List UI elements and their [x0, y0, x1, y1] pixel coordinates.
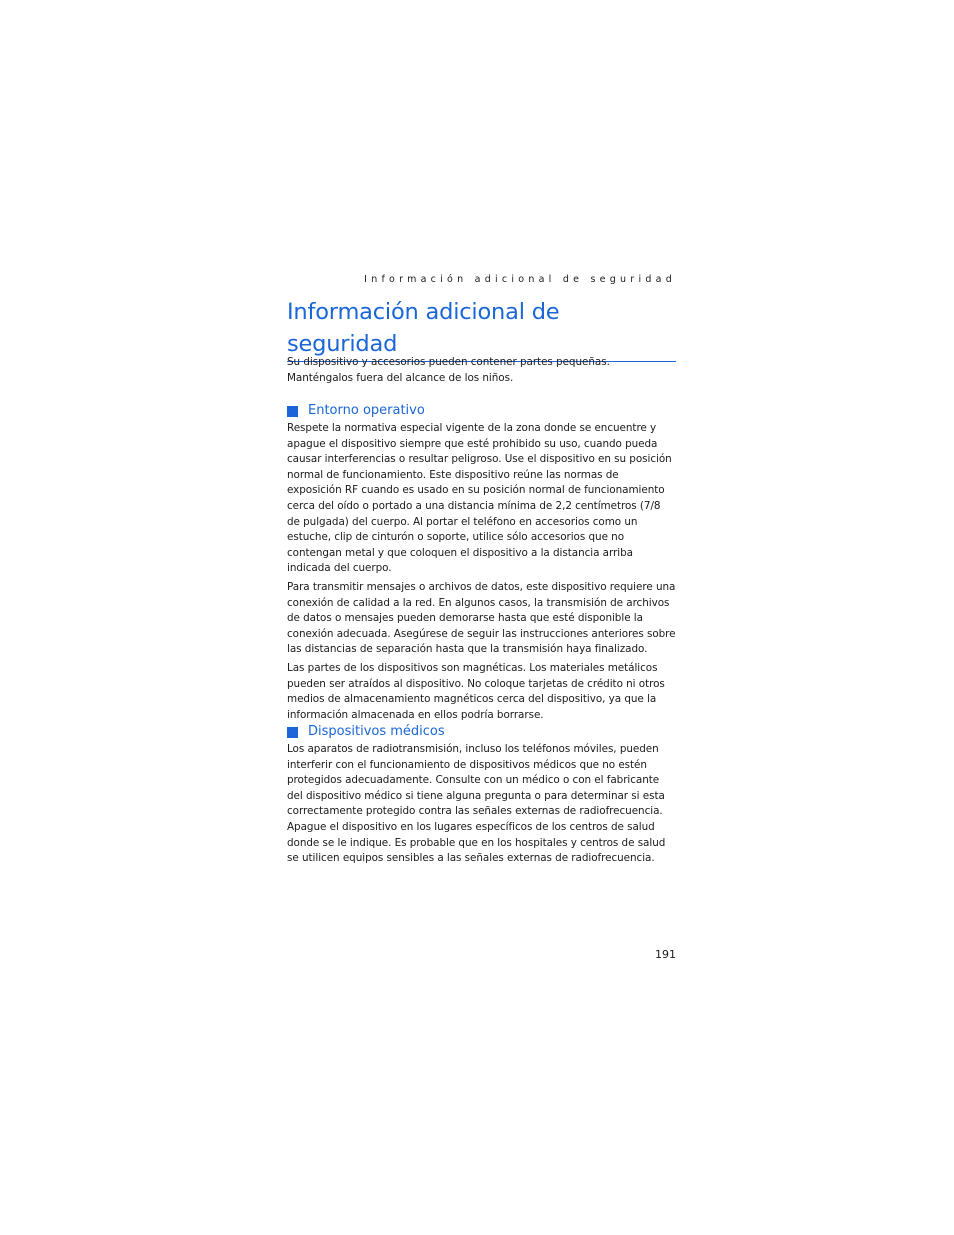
square-bullet-icon: [287, 406, 298, 417]
body-paragraph: Para transmitir mensajes o archivos de datos, este dispositivo requiere una conexión de calidad a la red. En algunos casos, la transmisión de archivos de datos o mensajes pueden demorarse hasta que esté disponible la conexión adecuada. Asegúrese de seguir las instrucciones anteriores sobre las distancias de separación hasta que la transmisión haya finalizado.: [287, 580, 676, 656]
intro-paragraph: Su dispositivo y accesorios pueden contener partes pequeñas. Manténgalos fuera del alcance de los niños.: [287, 356, 610, 384]
section-heading: [287, 723, 676, 741]
page-title: Información adicional de seguridad: [287, 296, 676, 362]
section-dispositivos-medicos: [287, 723, 676, 867]
section-title: Entorno operativo: [308, 403, 425, 418]
running-header: Información adicional de seguridad: [364, 274, 676, 285]
section-title: Dispositivos médicos: [308, 724, 445, 739]
body-paragraph: Los aparatos de radiotransmisión, incluso los teléfonos móviles, pueden interferir con el funcionamiento de dispositivos médicos que no estén protegidos adecuadamente. Consulte con un médico o con el fabricante del dispositivo médico si tiene alguna pregunta o para determinar si esta correctamente protegido contra las señales externas de radiofrecuencia. Apague el dispositivo en los lugares específicos de los centros de salud donde se le indique. Es probable que en los hospitales y centros de salud se utilicen equipos sensibles a las señales externas de radiofrecuencia.: [287, 743, 666, 865]
square-bullet-icon: [287, 727, 298, 738]
page-number: 191: [655, 948, 676, 961]
document-page: [287, 0, 676, 1235]
section-entorno-operativo: [287, 402, 676, 723]
section-heading: [287, 402, 676, 420]
body-paragraph: Las partes de los dispositivos son magnéticas. Los materiales metálicos pueden ser atraídos al dispositivo. No coloque tarjetas de crédito ni otros medios de almacenamiento magnéticos cerca del dispositivo, ya que la información almacenada en ellos podría borrarse.: [287, 661, 665, 721]
body-paragraph: Respete la normativa especial vigente de la zona donde se encuentre y apague el dispositivo siempre que esté prohibido su uso, cuando pueda causar interferencias o resultar peligroso. Use el dispositivo en su posición normal de funcionamiento. Este dispositivo reúne las normas de exposición RF cuando es usado en su posición normal de funcionamiento cerca del oído o portado a una distancia mínima de 2,2 centímetros (7/8 de pulgada) del cuerpo. Al portar el teléfono en accesorios como un estuche, clip de cinturón o soporte, utilice sólo accesorios que no contengan metal y que coloquen el dispositivo a la distancia arriba indicada del cuerpo.: [287, 422, 672, 575]
